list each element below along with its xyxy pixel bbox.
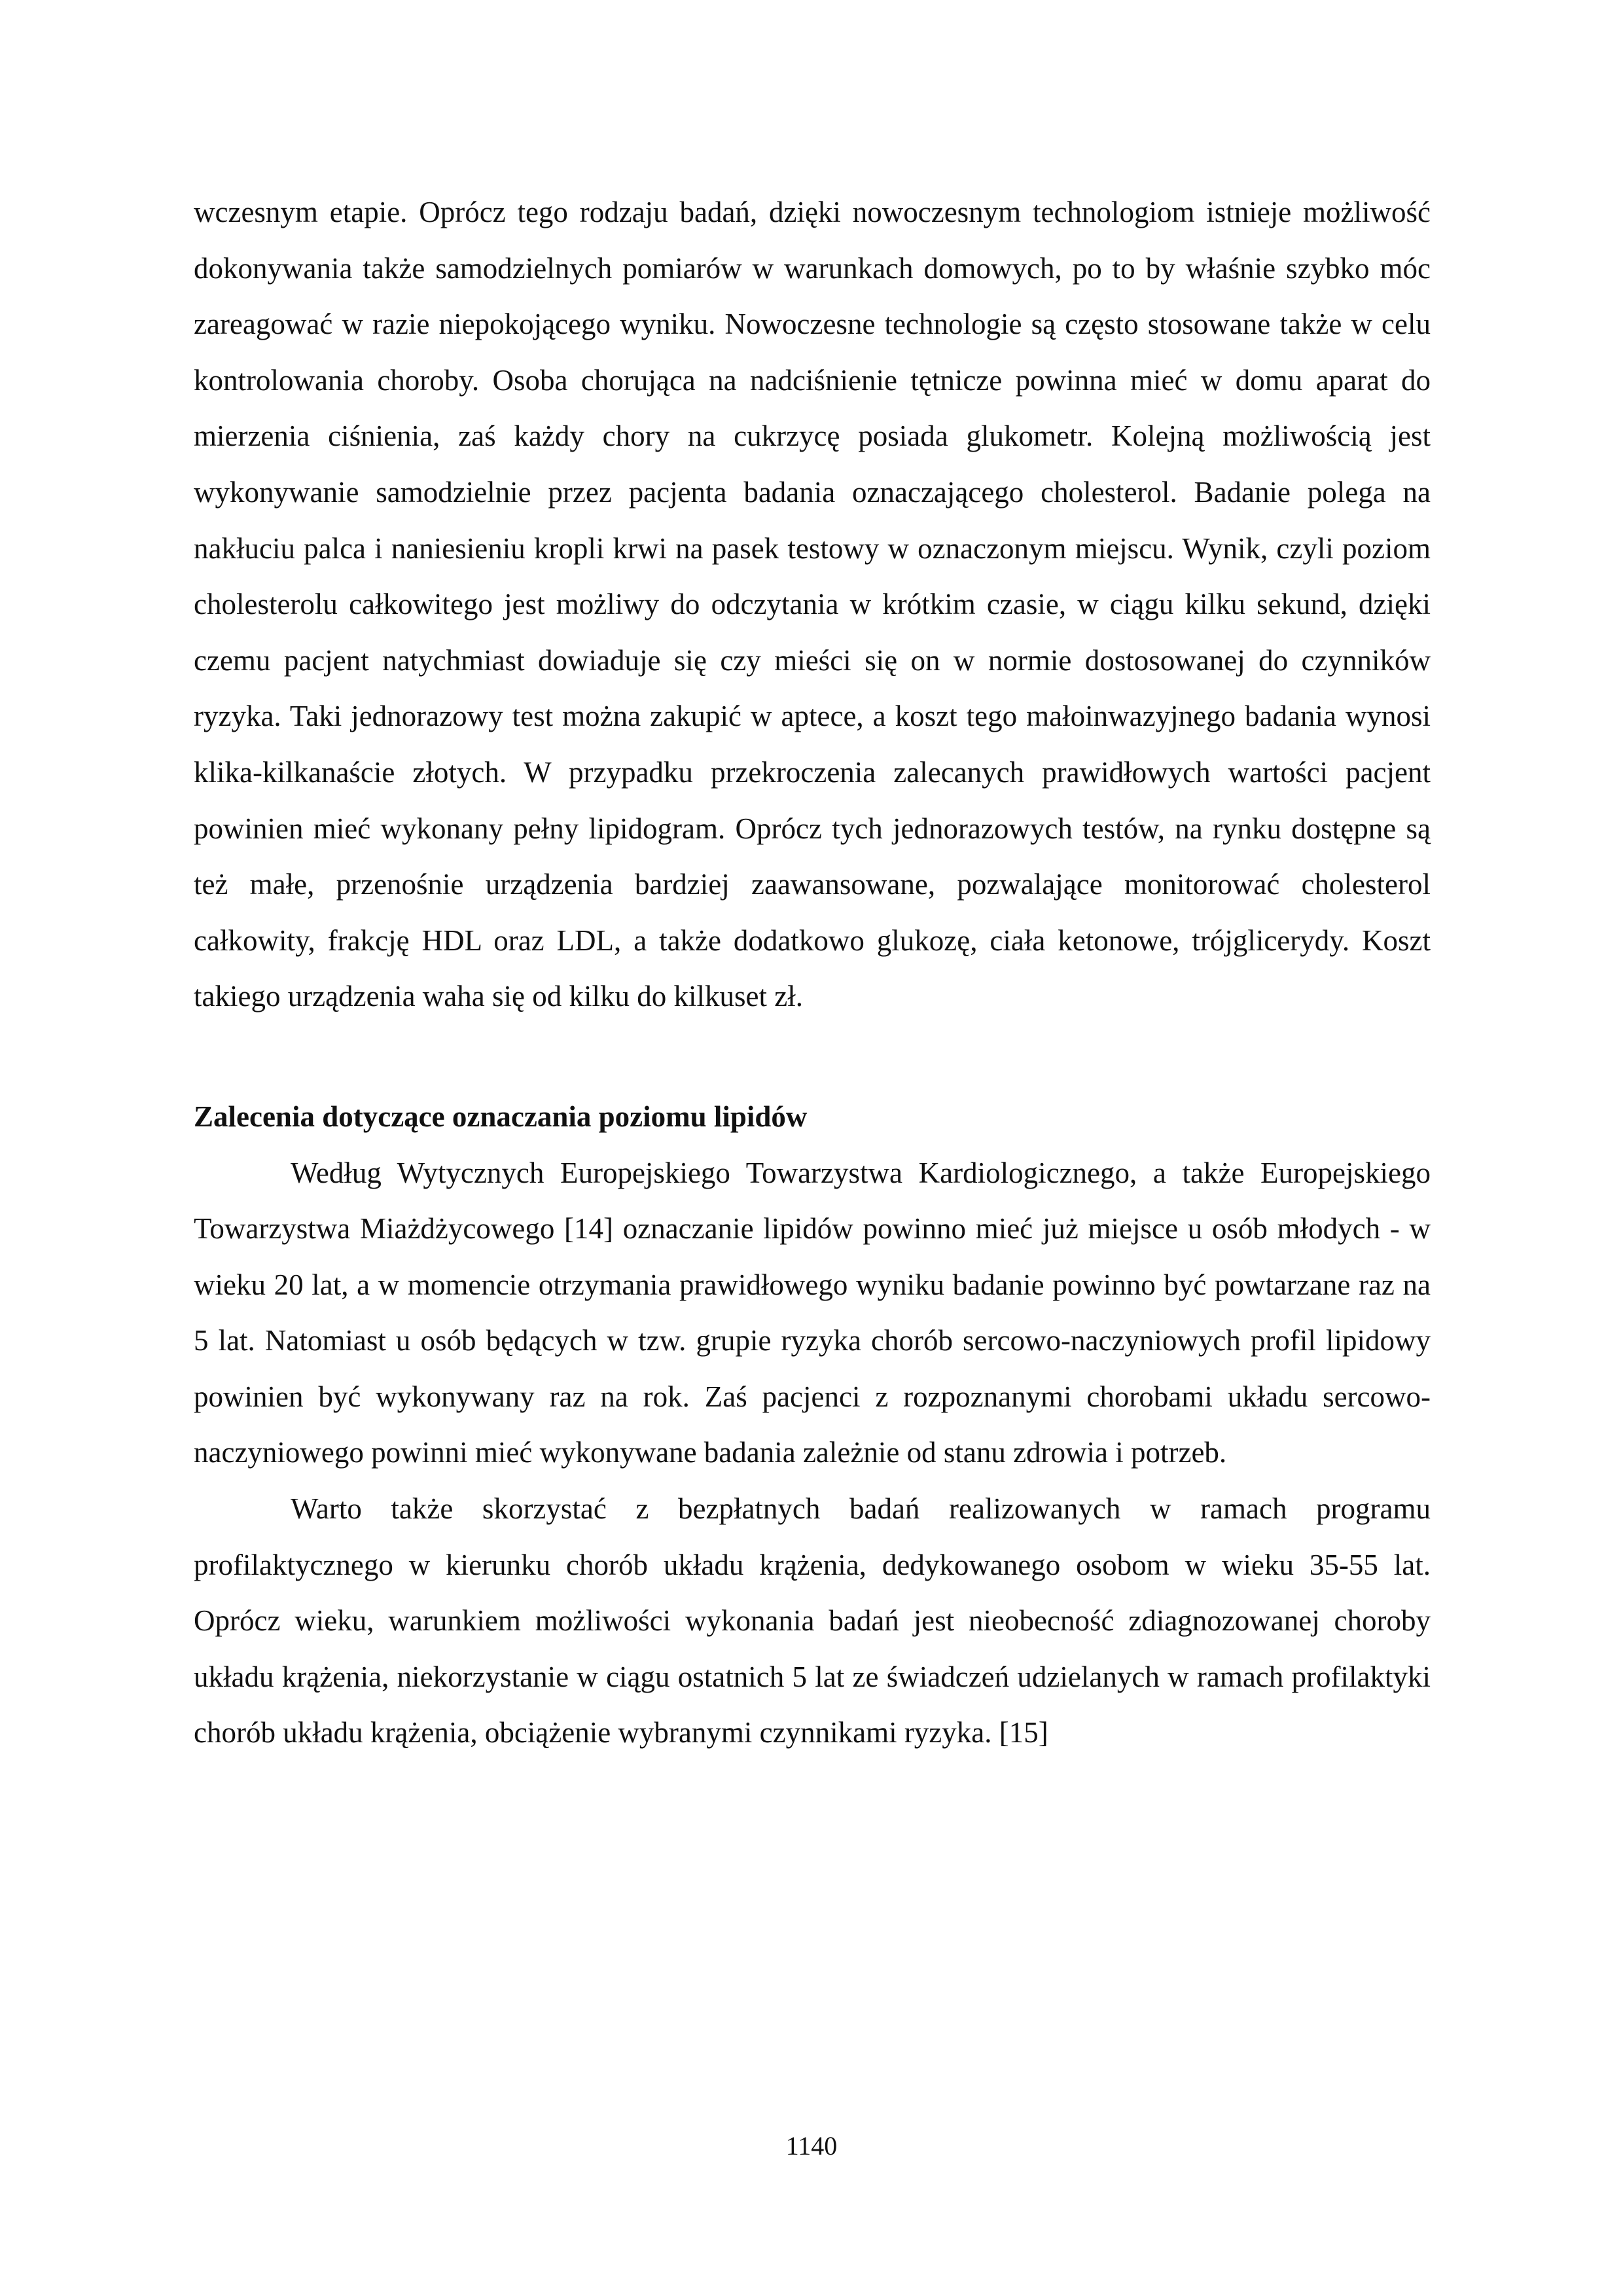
body-paragraph: Warto także skorzystać z bezpłatnych badań realizowanych w ramach programu profilaktycznego w kierunku chorób układu krążenia, dedykowanego osobom w wieku 35-55 lat. Oprócz wieku, warunkiem możliwości wykonania badań jest nieobecność zdiagnozowanej choroby układu krążenia, niekorzystanie w ciągu ostatnich 5 lat ze świadczeń udzielanych w ramach profilaktyki chorób układu krążenia, obciążenie wybranymi czynnikami ryzyka. [15] xyxy=(194,1492,1431,1749)
page-number: 1140 xyxy=(785,2131,838,2161)
section-heading: Zalecenia dotyczące oznaczania poziomu lipidów xyxy=(194,1100,808,1133)
body-paragraph: wczesnym etapie. Oprócz tego rodzaju badań, dzięki nowoczesnym technologiom istnieje możliwość dokonywania także samodzielnych pomiarów w warunkach domowych, po to by właśnie szybko móc zareagować w razie niepokojącego wyniku. Nowoczesne technologie są często stosowane także w celu kontrolowania choroby. Osoba chorująca na nadciśnienie tętnicze powinna mieć w domu aparat do mierzenia ciśnienia, zaś każdy chory na cukrzycę posiada glukometr. Kolejną możliwością jest wykonywanie samodzielnie przez pacjenta badania oznaczającego cholesterol. Badanie polega na nakłuciu palca i naniesieniu kropli krwi na pasek testowy w oznaczonym miejscu. Wynik, czyli poziom cholesterolu całkowitego jest możliwy do odczytania w krótkim czasie, w ciągu kilku sekund, dzięki czemu pacjent natychmiast dowiaduje się czy mieści się on w normie dostosowanej do czynników ryzyka. Taki jednorazowy test można zakupić w aptece, a koszt tego małoinwazyjnego badania wynosi klika-kilkanaście złotych. W przypadku przekroczenia zalecanych prawidłowych wartości pacjent powinien mieć wykonany pełny lipidogram. Oprócz tych jednorazowych testów, na rynku dostępne są też małe, przenośnie urządzenia bardziej zaawansowane, pozwalające monitorować cholesterol całkowity, frakcję HDL oraz LDL, a także dodatkowo glukozę, ciała ketonowe, trójglicerydy. Koszt takiego urządzenia waha się od kilku do kilkuset zł. xyxy=(194,196,1431,1013)
body-paragraph: Według Wytycznych Europejskiego Towarzystwa Kardiologicznego, a także Europejskiego Towarzystwa Miażdżycowego [14] oznaczanie lipidów powinno mieć już miejsce u osób młodych - w wieku 20 lat, a w momencie otrzymania prawidłowego wyniku badanie powinno być powtarzane raz na 5 lat. Natomiast u osób będących w tzw. grupie ryzyka chorób sercowo-naczyniowych profil lipidowy powinien być wykonywany raz na rok. Zaś pacjenci z rozpoznanymi chorobami układu sercowo-naczyniowego powinni mieć wykonywane badania zależnie od stanu zdrowia i potrzeb. xyxy=(194,1156,1431,1469)
page-body xyxy=(194,185,1431,1761)
section-spacer xyxy=(194,1025,1431,1089)
